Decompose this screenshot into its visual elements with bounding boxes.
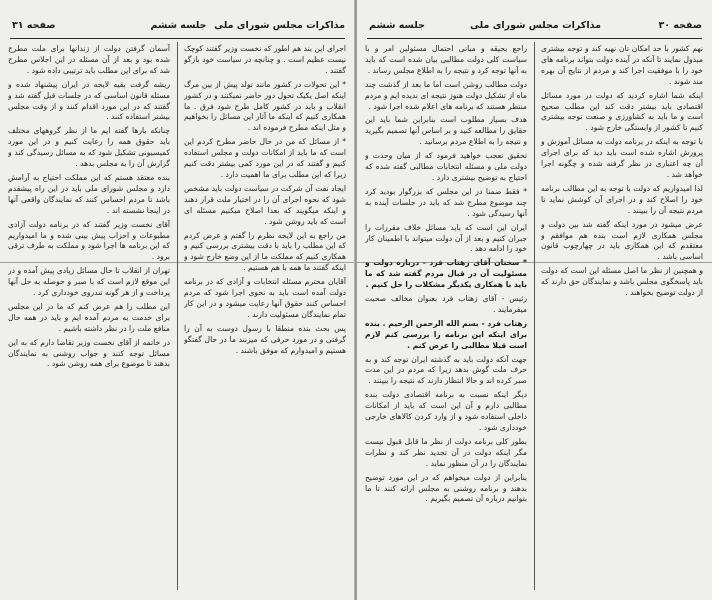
header-title: مذاکرات مجلس شورای ملی (214, 20, 345, 31)
paragraph: * فقط ضمنا در این مجلس که بزرگوار بودید کرد چند موضوع مطرح شد که باید در جلسات آینده به آنها رسیدگی شود . (365, 186, 527, 218)
header-rule (367, 38, 702, 39)
paragraph: لذا امیدواریم که دولت با توجه به این مطالب برنامه خود را اصلاح کند و در اجرای آن کوشش نماید تا مردم نتیجه آن را ببینند . (541, 183, 703, 215)
paragraph: بطور کلی برنامه دولت از نظر ما قابل قبول نیست مگر اینکه دولت در آن تجدید نظر کند و نظرات نمایندگان را در آن منظور نماید . (365, 436, 527, 468)
paragraph: * از مسائل که من در حال حاضر مطرح کردم این است که ما باید از امکانات دولت و مجلس استفاده کنیم و گفتند که در این مورد کمی بیشتر دقت کنیم زیرا که این مطلب برای ما اهمیت دارد . (184, 137, 346, 179)
text-column-right (541, 44, 703, 592)
column-divider (534, 42, 535, 590)
paragraph: دولت مطالب روشن است اما ما بعد از گذشت چند ماه از تشکیل دولت هنوز نتیجه ای ندیده ایم و مردم منتظر هستند که برنامه های اعلام شده اجرا شود . (365, 79, 527, 111)
paragraph: نهم کشور با حد امکان تان نهیه کند و توجه بیشتری مبذول نمایند تا آنکه در آینده دولت بتواند برنامه های خود را با موفقیت اجرا کند و مردم از نتایج آن بهره مند شوند . (541, 44, 703, 86)
paragraph: * این تحولات در کشور مانند تولد پیش از بین مرگ اینکه اصل یکیک تحول دور حاضر نمیکنند و در کشور انقلاب و باید در کشور کامل طرح شود فرق . ما همکاری کنیم که اینکه ما آثار این مسائل را بخواهیم و مثل اینکه مطرح فرموده اند . (184, 79, 346, 133)
text-column-left (365, 44, 527, 592)
paragraph: بنابراین از دولت میخواهم که در این مورد توضیح بدهند و برنامه روشنی به مجلس ارائه کنند تا ما بتوانیم درباره آن تصمیم بگیریم . (365, 472, 527, 504)
paragraph: با توجه به اینکه در برنامه دولت به مسائل آموزش و پرورش اشاره شده است باید دید که برای اجرای آن چه اعتباری در نظر گرفته شده و چگونه اجرا خواهد شد . (541, 137, 703, 179)
paragraph: این مطلب را هم عرض کنم که ما در این مجلس برای خدمت به مردم آمده ایم و باید در همه حال منافع ملت را در نظر داشته باشیم . (8, 301, 170, 333)
paragraph: تحقیق تعجب خواهید فرمود که از میان وحدت و دولت ملی و مسئله انتخابات مطالبی گفته شده که احتیاج به توضیح بیشتری دارد . (365, 151, 527, 182)
paragraph: رئیس - آقای زهتاب فرد بعنوان مخالف صحبت میفرمایند . (365, 294, 527, 314)
paragraph: هدف بسیار مطلوب است بنابراین شما باید این حقایق را مطالعه کنید و بر اساس آنها تصمیم بگیرید و نتیجه را به اطلاع مردم برسانید . (365, 115, 527, 147)
header-page-number: صفحه ۳۰ (658, 20, 702, 31)
paragraph: چنانکه بارها گفته ایم ما از نظر گروههای مختلف باید حقوق همه را رعایت کنیم و در این مورد کمیسیونی تشکیل شود که به مسائل رسیدگی کند و گزارش آن را به مجلس بدهد . (8, 126, 170, 169)
paragraph: ایران این است که باید مسائل خلاف مقررات را جبران کنیم و بعد از آن دولت میتواند با اطمینان کار خود را ادامه دهد . (365, 222, 527, 254)
header-rule (10, 38, 345, 39)
header-session: جلسه ششم (369, 20, 425, 31)
paragraph: آقای نخست وزیر گفتند که در برنامه دولت آزادی مطبوعات و احزاب پیش بینی شده و ما امیدواریم که این برنامه ها اجرا شود و مملکت به طرف ترقی برود . (8, 219, 170, 262)
paragraph: آقایان محترم مسئله انتخابات و آزادی که در برنامه دولت آمده است باید به نحوی اجرا شود که مردم احساس کنند حقوق آنها رعایت میشود و در این کار تمام نمایندگان مسئولیت دارند . (184, 277, 346, 319)
header-session: جلسه ششم (150, 20, 207, 31)
paragraph: ریشه گرفت بقیه لایحه در ایران پیشنهاد شده و مسئله قانون اساسی که در جلسات قبل گفته شد و گفتند که در این مورد اقدام کنند و از وقت مجلس بیشتر استفاده کنند . (8, 79, 170, 122)
speaker-heading: مسئولیت آن در قبال مردم گفته شد که ما باید با همکاری یکدیگر مشکلات را حل کنیم . (365, 269, 527, 290)
text-column-right (184, 44, 346, 592)
paragraph: راجع بحیقه و مبانی احتمال مسئولین امر و با سیاست کلی دولت مطالبی بیان شده است که باید به آنها توجه کرد و نتیجه را به اطلاع مجلس رساند . (365, 44, 527, 75)
paragraph: من راجع به این لایحه نظرم را گفتم و عرض کردم که این مطلب را باید با دقت بیشتری بررسی کنیم و همکاری کنیم که مملکت ما از این وضع خارج شود و اینکه گفتند ما همه با هم هستیم . (184, 230, 346, 273)
paragraph: تهران از انقلاب تا حال مسائل زیادی پیش آمده و در این موقع لازم است که با صبر و حوصله به حل آنها پرداخت و از هر گونه تندروی خودداری کرد . (8, 266, 170, 298)
speaker-heading: زهتاب فرد - بسم الله الرحمن الرحیم . بنده برای اینکه این برنامه را بررسی کنم لازم است قبلا مطالبی را عرض کنم . (365, 318, 527, 350)
paragraph: اجرای این بند هم اطور که نخست وزیر گفتند کوچک نیست عظیم است . و چنانچه در سیاست خود بازگو گفتند . (184, 44, 346, 75)
text-column-left (8, 44, 170, 592)
paragraph: پس بحث بنده منطقا با رسول دوست به آن را گرفتی و در مورد حرفی که میزنند ما در حال گفتگو هستیم و امیدوارم که موفق باشند . (184, 323, 346, 355)
paragraph: آسمان گرفتن دولت از زندانها برای ملت مطرح شده بود و بعد از آن مسئله در این اجلاس مطرح شد که برای این مطلب باید ترتیبی داده شود . (8, 44, 170, 75)
paragraph: در خاتمه از آقای نخست وزیر تقاضا دارم که به این مسائل توجه کنند و جواب روشنی به نمایندگان بدهند تا موضوع برای همه روشن شود . (8, 337, 170, 369)
paper-fold-line (357, 262, 712, 263)
paper-fold-line (0, 262, 355, 263)
header-page-number: صفحه ۳۱ (12, 20, 56, 31)
paragraph: بنده معتقد هستم که این مملکت احتیاج به آرامش دارد و مجلس شورای ملی باید در این راه پیشقدم باشد تا مردم احساس کنند که نمایندگان واقعی آنها در اینجا نشسته اند . (8, 172, 170, 215)
page-31 (0, 0, 355, 600)
page-header (12, 20, 345, 36)
paragraph: دیگر اینکه نسبت به برنامه اقتصادی دولت بنده مطالبی دارم و آن این است که باید از امکانات داخلی استفاده شود و از وارد کردن کالاهای خارجی خودداری شود . (365, 390, 527, 432)
page-30 (357, 0, 712, 600)
paragraph: عرض میشود در مورد اینکه گفته شد بین دولت و مجلس همکاری لازم است بنده هم موافقم و معتقدم که این همکاری باید در چهارچوب قانون اساسی باشد . (541, 219, 703, 262)
column-divider (177, 42, 178, 590)
header-title: مذاکرات مجلس شورای ملی (470, 20, 601, 31)
page-header (369, 20, 702, 36)
paragraph: اینکه شما اشاره کردید که دولت در مورد مسائل اقتصادی باید بیشتر دقت کند این مطلب صحیح است و ما باید به کشاورزی و صنعت توجه بیشتری کنیم تا کشور از وابستگی خارج شود . (541, 90, 703, 133)
paragraph: و همچنین از نظر ما اصل مسئله این است که دولت باید پاسخگوی مجلس باشد و نمایندگان حق دارند که از دولت توضیح بخواهند . (541, 266, 703, 298)
paragraph: جهت آنکه دولت باید به گذشته ایران توجه کند و به حرف ملت گوش بدهد زیرا که مردم در این مدت صبر کرده اند و حالا انتظار دارند که نتیجه را ببینند . (365, 354, 527, 386)
paragraph: ایجاد نفت آن شرکت در سیاست دولت باید مشخص شود که نحوه اجرای آن را در اختیار ملت قرار دهند و اینکه میگویند که بعدا اصلاح میکنیم مسئله ای است که باید روشن شود . (184, 183, 346, 226)
